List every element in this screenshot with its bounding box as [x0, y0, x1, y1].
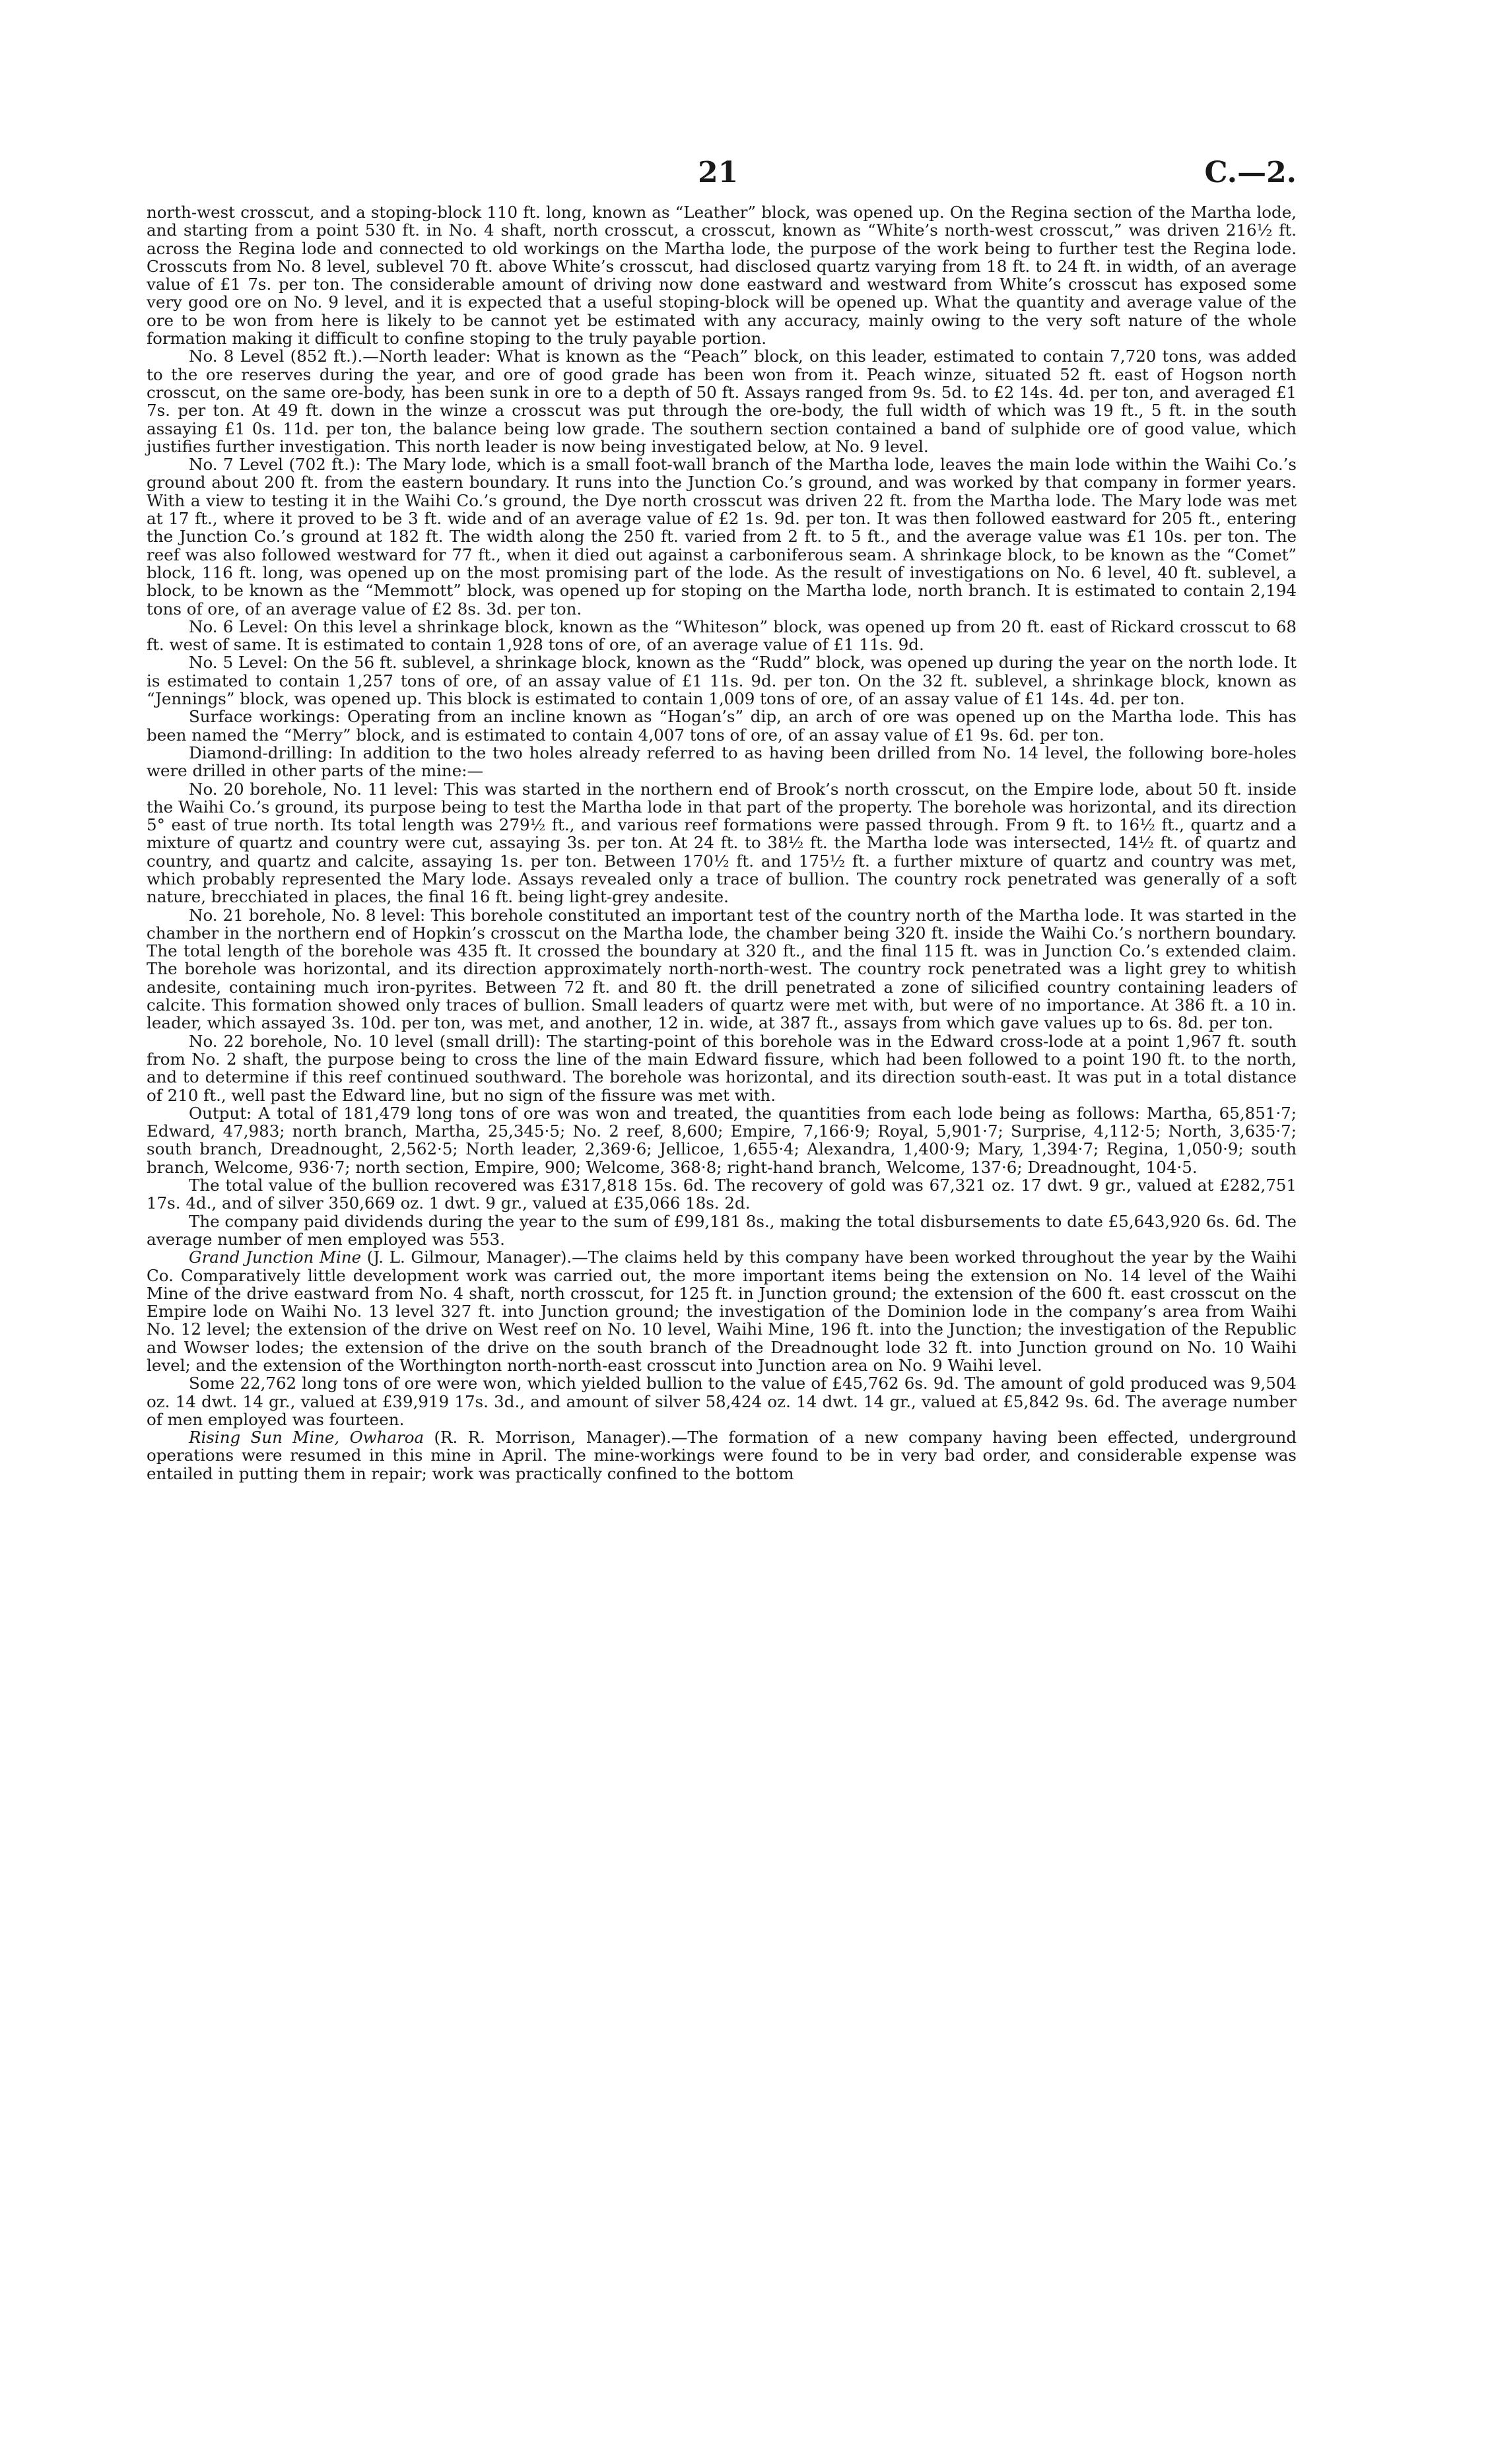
paragraph-text: Some 22,762 long tons of ore were won, which yielded bullion to the value of £45,762 6s. 9d. The amount of gold produced was 9,504 oz. 14 dwt. 14 gr., valued at £39,919 17s. 3d., and amount of silver 58,424 oz. 14 dwt. 14 gr., valued at £5,842 9s. 6d. The average number of men employed was fourteen. — [147, 1374, 1297, 1429]
mine-name-heading: Grand Junction Mine — [189, 1248, 362, 1267]
paragraph-no-6-level — [147, 618, 1297, 654]
paragraph-text: No. 6 Level: On this level a shrinkage block, known as the “Whiteson” block, was opened up from 20 ft. east of Rickard crosscut to 68 ft. west of same. It is estimated to contain 1,928 tons of ore, of an average value of £1 11s. 9d. — [147, 616, 1297, 655]
paragraph-text: (R. R. Morrison, Manager).—The formation of a new company having been effected, underground operations were resumed in this mine in April. The mine-workings were found to be in very bad order, and considerable expense was entailed in putting them in repair; work was practically confined to the bottom — [147, 1428, 1297, 1483]
paragraph-dividends — [147, 1213, 1297, 1249]
paragraph-no-8-level — [147, 347, 1297, 455]
paragraph-output — [147, 1104, 1297, 1176]
page-header — [147, 149, 1297, 203]
paragraph-text: The total value of the bullion recovered was £317,818 15s. 6d. The recovery of gold was 67,321 oz. 17 dwt. 9 gr., valued at £282,751 17s. 4d., and of silver 350,669 oz. 1 dwt. 9 gr., valued at £35,066 18s. 2d. — [147, 1176, 1297, 1213]
paragraph-grand-junction-output — [147, 1374, 1297, 1428]
mine-name-heading: Rising Sun Mine, Owharoa — [189, 1428, 424, 1448]
paragraph-text: No. 5 Level: On the 56 ft. sublevel, a shrinkage block, known as the “Rudd” block, was opened up during the year on the north lode. It is estimated to contain 1,257 tons of ore, of an assay value of £1 11s. 9d. per ton. On the 32 ft. sublevel, a shrinkage block, known as “Jennings” block, was opened up. This block is estimated to contain 1,009 tons of ore, of an assay value of £1 14s. 4d. per ton. — [147, 653, 1297, 709]
paragraph-text: No. 22 borehole, No. 10 level (small drill): The starting-point of this borehole was in the Edward cross-lode at a point 1,967 ft. south from No. 2 shaft, the purpose being to cross the line of the main Edward fissure, which had been followed to a point 190 ft. to the north, and to determine if this reef continued southward. The borehole was horizontal, and its direction south-east. It was put in a total distance of 210 ft., well past the Edward line, but no sign of the fissure was met with. — [147, 1031, 1297, 1105]
paragraph-no-5-level — [147, 653, 1297, 708]
paragraph-borehole-22 — [147, 1032, 1297, 1104]
document-page — [147, 149, 1297, 1482]
paragraph-borehole-20 — [147, 780, 1297, 906]
document-reference: C.—2. — [1204, 156, 1297, 189]
paragraph-no-7-level — [147, 455, 1297, 618]
paragraph-text: north-west crosscut, and a stoping-block 110 ft. long, known as “Leather” block, was opened up. On the Regina section of the Martha lode, and starting from a point 530 ft. in No. 4 shaft, north crosscut, a crosscut, known as “White’s north-west crosscut,” was driven 216½ ft. across the Regina lode and connected to old workings on the Martha lode, the purpose of the work being to further test the Regina lode. Crosscuts from No. 8 level, sublevel 70 ft. above White’s crosscut, had disclosed quartz varying from 18 ft. to 24 ft. in width, of an average value of £1 7s. per ton. The considerable amount of driving now done eastward and westward from White’s crosscut has exposed some very good ore on No. 9 level, and it is expected that a useful stoping-block will be opened up. What the quantity and average value of the ore to be won from here is likely to be cannot yet be estimated with any accuracy, mainly owing to the very soft nature of the whole formation making it difficult to confine stoping to the truly payable portion. — [147, 203, 1297, 349]
paragraph-bullion-value — [147, 1176, 1297, 1213]
paragraph-leather-block — [147, 203, 1297, 347]
paragraph-text: Surface workings: Operating from an incline known as “Hogan’s” dip, an arch of ore was opened up on the Martha lode. This has been named the “Merry” block, and is estimated to contain 4,007 tons of ore, of an assay value of £1 9s. 6d. per ton. — [147, 707, 1297, 745]
paragraph-text: The company paid dividends during the year to the sum of £99,181 8s., making the total disbursements to date £5,643,920 6s. 6d. The average number of men employed was 553. — [147, 1211, 1297, 1249]
paragraph-text: Output: A total of 181,479 long tons of ore was won and treated, the quantities from each lode being as follows: Martha, 65,851·7; Edward, 47,983; north branch, Martha, 25,345·5; No. 2 reef, 8,600; Empire, 7,166·9; Royal, 5,901·7; Surprise, 4,112·5; North, 3,635·7; south branch, Dreadnought, 2,562·5; North leader, 2,369·6; Jellicoe, 1,655·4; Alexandra, 1,400·9; Mary, 1,394·7; Regina, 1,050·9; south branch, Welcome, 936·7; north section, Empire, 900; Welcome, 368·8; right-hand branch, Welcome, 137·6; Dreadnought, 104·5. — [147, 1103, 1297, 1177]
paragraph-text: No. 7 Level (702 ft.): The Mary lode, which is a small foot-wall branch of the Martha lode, leaves the main lode within the Waihi Co.’s ground about 200 ft. from the eastern boundary. It runs into the Junction Co.’s ground, and was worked by that company in former years. With a view to testing it in the Waihi Co.’s ground, the Dye north crosscut was driven 22 ft. from the Martha lode. The Mary lode was met at 17 ft., where it proved to be 3 ft. wide and of an average value of £2 1s. 9d. per ton. It was then followed eastward for 205 ft., entering the Junction Co.’s ground at 182 ft. The width along the 250 ft. varied from 2 ft. to 5 ft., and the average value was £1 10s. per ton. The reef was also followed westward for 77 ft., when it died out against a carboniferous seam. A shrinkage block, to be known as the “Comet” block, 116 ft. long, was opened up on the most promising part of the lode. As the result of investigations on No. 6 level, 40 ft. sublevel, a block, to be known as the “Memmott” block, was opened up for stoping on the Martha lode, north branch. It is estimated to contain 2,194 tons of ore, of an average value of £2 8s. 3d. per ton. — [147, 455, 1297, 618]
paragraph-surface-workings — [147, 708, 1297, 744]
page-number: 21 — [698, 156, 739, 189]
paragraph-text: Diamond-drilling: In addition to the two holes already referred to as having been drilled from No. 14 level, the following bore-holes were drilled in other parts of the mine:— — [147, 743, 1297, 781]
paragraph-text: No. 21 borehole, No. 8 level: This borehole constituted an important test of the country north of the Martha lode. It was started in the chamber in the northern end of Hopkin’s crosscut on the Martha lode, the chamber being 320 ft. inside the Waihi Co.’s northern boundary. The total length of the borehole was 435 ft. It crossed the boundary at 320 ft., and the final 115 ft. was in Junction Co.’s extended claim. The borehole was horizontal, and its direction approximately north-north-west. The country rock penetrated was a light grey to whitish andesite, containing much iron-pyrites. Between 72 ft. and 80 ft. the drill penetrated a zone of silicified country containing leaders of calcite. This formation showed only traces of bullion. Small leaders of quartz were met with, but were of no importance. At 386 ft. a 10 in. leader, which assayed 3s. 10d. per ton, was met, and another, 12 in. wide, at 387 ft., assays from which gave values up to 6s. 8d. per ton. — [147, 905, 1297, 1033]
body-text — [147, 203, 1297, 1482]
paragraph-grand-junction-mine — [147, 1248, 1297, 1374]
paragraph-borehole-21 — [147, 906, 1297, 1032]
paragraph-diamond-drilling — [147, 744, 1297, 780]
paragraph-text: No. 20 borehole, No. 11 level: This was started in the northern end of Brook’s north crosscut, on the Empire lode, about 50 ft. inside the Waihi Co.’s ground, its purpose being to test the Martha lode in that part of the property. The borehole was horizontal, and its direction 5° east of true north. Its total length was 279½ ft., and various reef formations were passed through. From 9 ft. to 16½ ft., quartz and a mixture of quartz and country were cut, assaying 3s. per ton. At 24 ft. to 38½ ft. the Martha lode was intersected, 14½ ft. of quartz and country, and quartz and calcite, assaying 1s. per ton. Between 170½ ft. and 175½ ft. a further mixture of quartz and country was met, which probably represented the Mary lode. Assays revealed only a trace of bullion. The country rock penetrated was generally of a soft nature, brecchiated in places, the final 16 ft. being light-grey andesite. — [147, 779, 1297, 907]
paragraph-text: No. 8 Level (852 ft.).—North leader: What is known as the “Peach” block, on this leader, estimated to contain 7,720 tons, was added to the ore reserves during the year, and ore of good grade has been won from it. Peach winze, situated 52 ft. east of Hogson north crosscut, on the same ore-body, has been sunk in ore to a depth of 50 ft. Assays ranged from 9s. 5d. to £2 14s. 4d. per ton, and averaged £1 7s. per ton. At 49 ft. down in the winze a crosscut was put through the ore-body, the full width of which was 19 ft., 5 ft. in the south assaying £1 0s. 11d. per ton, the balance being low grade. The southern section contained a band of sulphide ore of good value, which justifies further investigation. This north leader is now being investigated below, at No. 9 level. — [147, 347, 1297, 456]
paragraph-rising-sun-mine — [147, 1428, 1297, 1482]
paragraph-text: (J. L. Gilmour, Manager).—The claims held by this company have been worked throughout the year by the Waihi Co. Comparatively little development work was carried out, the more important items being the extension on No. 14 level of the Waihi Mine of the drive eastward from No. 4 shaft, north crosscut, for 125 ft. in Junction ground; the extension of the 600 ft. east crosscut on the Empire lode on Waihi No. 13 level 327 ft. into Junction ground; the investigation of the Dominion lode in the company’s area from Waihi No. 12 level; the extension of the drive on West reef on No. 10 level, Waihi Mine, 196 ft. into the Junction; the investigation of the Republic and Wowser lodes; the extension of the drive on the south branch of the Dreadnought lode 32 ft. into Junction ground on No. 10 Waihi level; and the extension of the Worthington north-north-east crosscut into Junction area on No. 9 Waihi level. — [147, 1248, 1297, 1375]
